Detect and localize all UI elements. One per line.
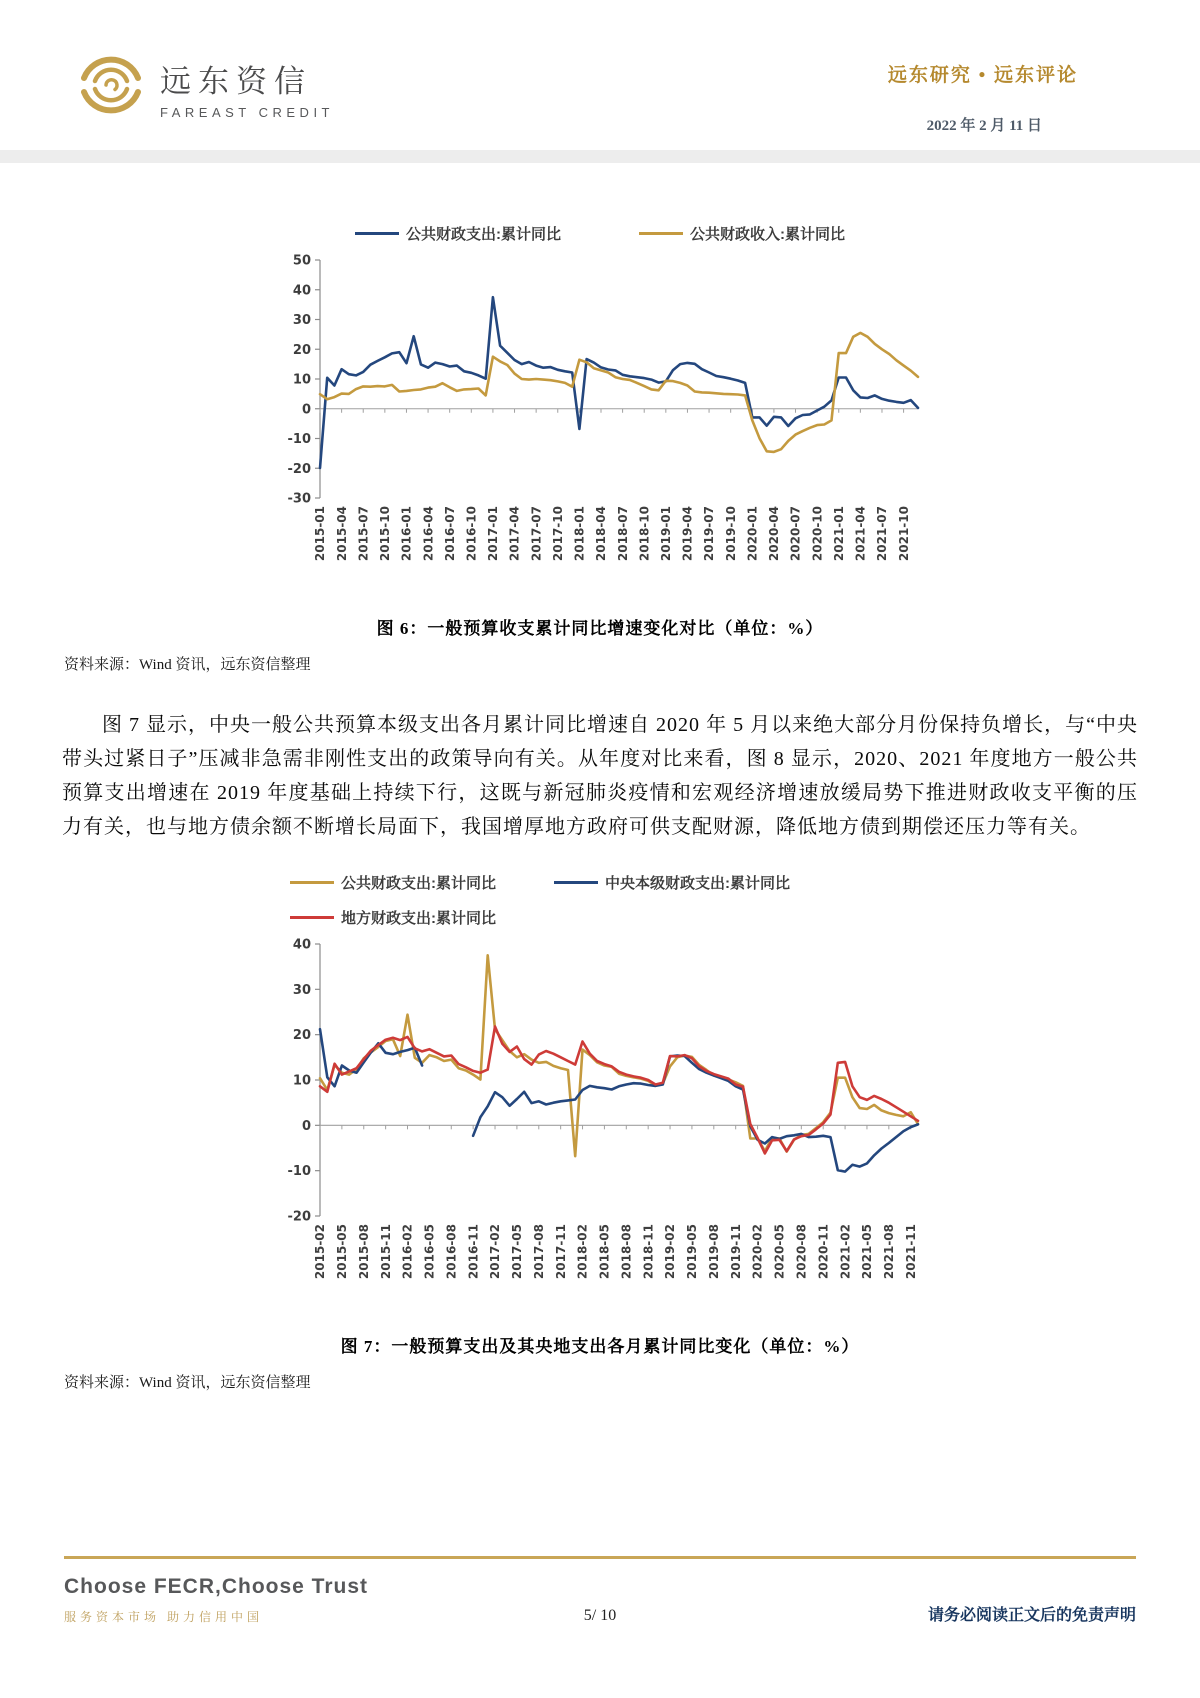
page-number: 5/ 10 [583,1607,617,1624]
x-tick-label: 2018-01 [572,506,587,562]
x-tick-label: 2019-02 [663,1224,678,1280]
legend-label: 公共财政支出:累计同比 [406,226,561,243]
x-tick-label: 2019-08 [707,1224,722,1280]
x-tick-label: 2016-01 [399,506,414,562]
y-axis [288,254,321,507]
fareast-logo-icon [76,54,146,121]
x-tick-label: 2016-08 [444,1224,459,1280]
x-tick-label: 2020-05 [772,1224,787,1280]
x-tick-label: 2021-01 [831,506,846,562]
x-tick-label: 2016-07 [442,506,457,562]
y-tick-label: 40 [292,937,311,953]
y-tick-label: 0 [301,402,311,418]
x-tick-label: 2016-02 [400,1224,415,1280]
figure6-block [0,223,1200,674]
y-axis [288,938,321,1225]
legend-label: 中央本级财政支出:累计同比 [605,875,790,892]
x-tick-label: 2019-11 [728,1224,743,1280]
y-tick-label: 10 [292,372,311,388]
x-tick-label: 2017-08 [531,1224,546,1280]
figure7-block [0,872,1200,1392]
brand-name-en: FAREAST CREDIT [160,104,335,120]
header-right [888,60,1078,135]
y-tick-label: 30 [292,982,311,998]
x-tick-label: 2019-07 [702,506,717,562]
legend-item-中央本级财政支出:累计同比 [554,872,790,893]
x-tick-label: 2017-04 [507,506,522,562]
y-tick-label: 20 [292,1028,311,1044]
x-tick-label: 2020-11 [816,1224,831,1280]
footer-left [64,1575,484,1625]
y-tick-label: 30 [292,313,311,328]
figure7-source: 资料来源：Wind 资讯，远东资信整理 [64,1375,311,1391]
x-tick-label: 2021-02 [838,1224,853,1280]
footer [64,1556,1136,1625]
x-tick-label: 2019-04 [680,506,695,562]
x-tick-label: 2021-07 [875,506,890,562]
x-tick-label: 2018-02 [575,1224,590,1280]
series-line-公共财政支出:累计同比 [320,297,918,468]
x-tick-label: 2020-02 [750,1224,765,1280]
figure6-legend [0,223,1200,244]
zero-axis-line [320,409,918,413]
y-tick-label: -30 [287,491,311,507]
x-tick-label: 2020-01 [745,506,760,562]
x-tick-label: 2021-10 [896,506,911,562]
legend-item-公共财政支出:累计同比 [290,872,496,893]
legend-swatch [290,881,334,884]
x-tick-label: 2017-10 [550,506,565,562]
x-tick-label: 2015-10 [378,506,393,562]
figure6-source: 资料来源：Wind 资讯，远东资信整理 [64,657,311,673]
y-tick-label: -20 [287,461,311,477]
x-tick-label: 2016-11 [466,1224,481,1280]
x-tick-label: 2018-11 [641,1224,656,1280]
figure7-chart [270,934,930,1318]
legend-label: 地方财政支出:累计同比 [341,910,496,927]
fareast-logo [76,54,334,121]
x-tick-label: 2019-05 [685,1224,700,1280]
x-tick-label: 2018-10 [637,506,652,562]
x-tick-label: 2015-01 [313,506,328,562]
x-tick-label: 2016-04 [421,506,436,562]
y-tick-label: 10 [292,1073,311,1089]
legend-swatch [554,881,598,884]
y-tick-label: 50 [292,253,311,269]
x-tick-label: 2015-02 [313,1224,328,1280]
x-tick-label: 2021-08 [882,1224,897,1280]
legend-item-地方财政支出:累计同比 [290,907,496,928]
y-tick-label: -10 [287,432,311,447]
x-axis-labels [313,1224,918,1279]
brand-name-cn: 远东资信 [160,63,312,99]
x-tick-label: 2017-11 [553,1224,568,1280]
x-tick-label: 2017-01 [486,506,501,562]
logo-text [160,56,334,120]
x-tick-label: 2020-04 [767,506,782,562]
legend-swatch [355,232,399,235]
legend-label: 公共财政支出:累计同比 [341,875,496,892]
legend-item-公共财政收入:累计同比 [639,223,845,244]
x-tick-label: 2017-05 [510,1224,525,1280]
x-tick-label: 2021-05 [860,1224,875,1280]
footer-divider [64,1556,1136,1559]
report-date: 2022 年 2 月 11 日 [926,118,1042,134]
y-tick-label: -20 [287,1209,311,1225]
x-tick-label: 2021-11 [903,1224,918,1280]
x-tick-label: 2015-11 [378,1224,393,1280]
series-line-中央本级财政支出:累计同比 [320,1029,918,1171]
report-series-title: 远东研究 • 远东评论 [887,65,1078,86]
legend-item-公共财政支出:累计同比 [355,223,561,244]
y-tick-label: 0 [301,1118,311,1134]
x-tick-label: 2015-07 [356,506,371,562]
series-line-地方财政支出:累计同比 [320,1027,918,1154]
x-tick-label: 2015-04 [334,506,349,562]
body-paragraph: 图 7 显示，中央一般公共预算本级支出各月累计同比增速自 2020 年 5 月以来绝大部分月份保持负增长，与“中央带头过紧日子”压减非急需非刚性支出的政策导向有关。从年度对比来看，图 8 显示，2020、2021 年度地方一般公共预算支出增速在 2019 年度基础上持续下行，这既与新冠肺炎疫情和宏观经济增速放缓局势下推进财政收支平衡的压力有关，也与地方债余额不断增长局面下，我国增厚地方政府可供支配财源，降低地方债到期偿还压力等有关。 [62,714,1138,838]
header [0,0,1200,150]
x-tick-label: 2021-04 [853,506,868,562]
x-tick-label: 2018-05 [597,1224,612,1280]
y-tick-label: -10 [287,1164,311,1180]
x-tick-label: 2018-04 [594,506,609,562]
legend-label: 公共财政收入:累计同比 [690,226,845,243]
y-tick-label: 40 [292,283,311,299]
series-line-公共财政支出:累计同比 [320,955,918,1156]
y-tick-label: 20 [292,342,311,358]
figure6-caption: 图 6：一般预算收支累计同比增速变化对比（单位：%） [376,619,824,638]
x-tick-label: 2015-05 [335,1224,350,1280]
footer-slogan-en: Choose FECR,Choose Trust [64,1575,369,1598]
x-tick-label: 2017-07 [529,506,544,562]
x-tick-label: 2019-10 [723,505,738,562]
header-divider [0,150,1200,163]
x-tick-label: 2015-08 [356,1224,371,1280]
figure6-chart [270,250,930,600]
x-tick-label: 2018-07 [615,506,630,562]
figure7-legend [290,872,910,928]
x-tick-label: 2020-10 [810,506,825,562]
x-axis-labels [313,506,911,561]
x-tick-label: 2020-08 [794,1224,809,1280]
x-tick-label: 2017-02 [488,1224,503,1280]
footer-disclaimer: 请务必阅读正文后的免责声明 [927,1607,1136,1624]
x-tick-label: 2020-07 [788,506,803,562]
footer-row [64,1575,1136,1625]
x-tick-label: 2018-08 [619,1224,634,1280]
figure7-caption: 图 7：一般预算支出及其央地支出各月累计同比变化（单位：%） [340,1337,860,1356]
legend-swatch [290,916,334,919]
footer-slogan-cn: 服务资本市场 助力信用中国 [64,1610,264,1624]
legend-swatch [639,232,683,235]
x-tick-label: 2016-10 [464,506,479,562]
x-tick-label: 2019-01 [659,506,674,562]
x-tick-label: 2016-05 [422,1224,437,1280]
zero-axis-line [320,1125,918,1129]
